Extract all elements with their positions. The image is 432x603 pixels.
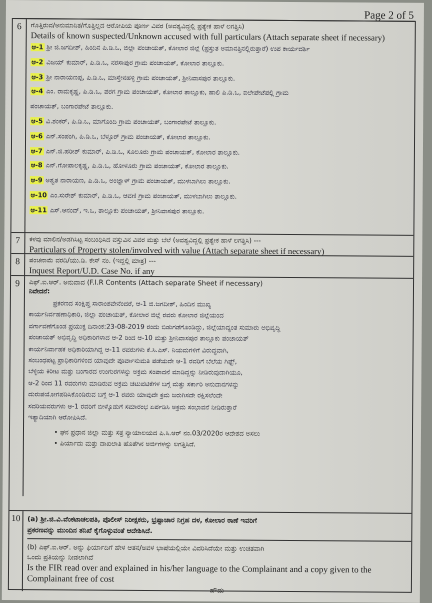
- fir-table: [8, 18, 416, 593]
- section-10-b-text-kn2: ಒಂದು ಪ್ರತಿಯನ್ನು ನೀಡಲಾಗಿದೆ: [27, 553, 94, 562]
- page-number: Page 2 of 5: [364, 9, 414, 22]
- accused-list: [29, 40, 410, 220]
- section-10-a-text2: ಪ್ರಕರಣವನ್ನು ಮುಂದಿನ ತನಿಖೆ ಕೈಗೊಳ್ಳುವಂತೆ ಆದೇಶಿಸಿದೆ.: [27, 526, 153, 536]
- section-10-a: [27, 514, 407, 539]
- section-6-cell: [29, 21, 410, 220]
- fir-bullet-text: ಘನ ಪ್ರಧಾನ ಜಿಲ್ಲಾ ಮತ್ತು ಸತ್ರ ನ್ಯಾಯಾಲಯದ ಪಿ.ಸಿ.ಆರ್ ನಂ.03/2020ರ ಆದೇಶದ ಅಸಲು: [59, 428, 260, 439]
- section-8-title-en: Inquest Report/U.D. Case No. if any: [29, 265, 155, 277]
- accused-id-highlight: ಆ-1: [31, 43, 44, 52]
- accused-id-highlight: ಆ-7: [30, 146, 43, 155]
- accused-detail: ಶ್ರೀ ನಾರಾಯಣಪ್ಪ, ಪಿ.ಡಿ.ಒ, ಮಾಸ್ತೇನಹಳ್ಳಿ ಗ್ರಾಮ ಪಂಚಾಯತ್, ಶ್ರೀನಿವಾಸಪುರ ತಾಲ್ಲೂಕು.: [46, 72, 236, 83]
- section-9-title: ಎಫ್.ಐ.ಆರ್. ಅನುವಾದ (F.I.R Contents (Attach separate Sheet if necessary): [29, 278, 263, 288]
- section-10-b-answer: ಹೌದು: [209, 586, 225, 595]
- accused-detail: ಎಂ.ಸುರೇಶ್ ಕುಮಾರ್, ಪಿ.ಡಿ.ಒ, ಆವಣಿ ಗ್ರಾಮ ಪಂಚಾಯತ್, ಮುಳಬಾಗಿಲು ತಾಲ್ಲೂಕು.: [49, 191, 237, 201]
- section-8-number: 8: [11, 254, 25, 276]
- fir-body-line: ಕಾರ್ಯನಿರ್ವಾಹಕ ಅಧಿಕಾರಿಯಾಗಿದ್ದ ಆ-11 ರವರುಗಳು ಕೆ.ಸಿ.ಎಸ್. ನಿಯಮಗಳಿಗೆ ವಿರುದ್ಧವಾಗಿ,: [28, 344, 229, 355]
- accused-id-highlight: ಆ-10: [30, 191, 47, 200]
- fir-body-line: ಬೆಳ್ಳಿಯ ಕಿರೀಟ ಮತ್ತು ಬಂಗಾರದ ಉಂಗುರಗಳನ್ನು ಅಕ್ರಮ ಸಂಪಾದನೆ ಮಾಡಿದ್ದನ್ನು ನೀಡಿರುವುದಾಗಿಯೂ,: [28, 367, 243, 378]
- accused-detail: ಅಶ್ವತ ನಾರಾಯಣ, ಪಿ.ಡಿ.ಒ, ಅಂಜ್ಞಾಳ್ ಗ್ರಾಮ ಪಂಚಾಯತ್, ಮುಳಬಾಗಿಲು ತಾಲ್ಲೂಕು.: [45, 176, 231, 186]
- bullet-icon: •: [53, 439, 60, 448]
- section-9-row: [10, 275, 414, 499]
- accused-detail: ವಿ.ಶಂಕರ್, ಪಿ.ಡಿ.ಒ, ಮಾಗೊಂದಿ ಗ್ರಾಮ ಪಂಚಾಯತ್, ಬಂಗಾರಪೇಟೆ ತಾಲ್ಲೂಕು.: [45, 117, 217, 127]
- fir-body-line: ಆ-2 ರಿಂದ 11 ರವರುಗಳು ಮಾಡಿರುವ ಅಕ್ರಮ ಚಟುವಟಿಕೆಗಳ ಬಗ್ಗೆ ಮತ್ತು ಸರ್ಕಾರಿ ಅನುದಾನಗಳನ್ನು: [28, 379, 240, 389]
- section-7-number: 7: [11, 233, 25, 254]
- accused-detail: ಎನ್.ಜಿ.ಹರೀಶ್ ಕುಮಾರ್, ಪಿ.ಡಿ.ಒ, ಸೂಲೂರು ಗ್ರಾಮ ಪಂಚಾಯತ್, ಕೋಲಾರ ತಾಲ್ಲೂಕು.: [45, 146, 240, 157]
- section-6-title-kn: ಗೊತ್ತಿರುವ/ಅನುಮಾನಿತ/ಗೊತ್ತಿಲ್ಲದ ಆರೋಪಿಯ ಪೂರ್ಣ ವಿವರ (ಅವಶ್ಯವಿದ್ದಲ್ಲಿ ಪ್ರತ್ಯೇಕ ಹಾಳೆ ಲಗತ್ತಿಸಿ): [30, 21, 245, 31]
- accused-detail: ವಿಜಯ್ ಕುಮಾರ್, ಪಿ.ಡಿ.ಒ, ನರಸಾಪುರ ಗ್ರಾಮ ಪಂಚಾಯತ್, ಕೋಲಾರ ತಾಲ್ಲೂಕು.: [46, 58, 225, 68]
- section-9-subtitle: ನಿವೇದನೆ:: [28, 287, 50, 296]
- bullet-icon: •: [53, 428, 61, 437]
- fir-bullets: [28, 428, 408, 453]
- section-10-a-text: (a) ಶ್ರೀ.ಜಿ.ವಿ.ವೆಂಕಟಾಚಲಪತಿ, ಪೊಲೀಸ್ ನಿರೀಕ್ಷಕರು, ಭ್ರಷ್ಟಾಚಾರ ನಿಗ್ರಹ ದಳ, ಕೋಲಾರ ಠಾಣೆ ಇವರಿಗೆ: [27, 515, 257, 525]
- fir-body-line: ಪ್ರಕರಣದ ಸಂಕ್ಷಿಪ್ತ ಸಾರಾಂಶವೇನೆಂದರೆ, ಆ-1 ಜಿ.ಜಗದೀಶ್, ಹಿಂದಿನ ಮುಖ್ಯ: [52, 299, 212, 309]
- accused-detail: ಪಂಚಾಯತ್, ಬಂಗಾರಪೇಟೆ ತಾಲ್ಲೂಕು.: [30, 102, 114, 111]
- accused-detail: ಶ್ರೀ ಜಿ.ಜಗದೀಶ್, ಹಿಂದಿನ ಪಿ.ಡಿ.ಒ, ಜಿಲ್ಲಾ ಪಂಚಾಯತ್, ಕೋಲಾರ ಜಿಲ್ಲೆ (ಪ್ರಸ್ತುತ ಅಮಾನತ್ತಿನಲ್ಲಿರುತ್ತಾರೆ) ಉಪ ಕಾರ್ಯದರ್ಶಿ: [46, 43, 310, 54]
- section-10-b-text-kn: (b) ಎಫ್.ಐ.ಆರ್. ಅನ್ನು ಫಿರ್ಯಾದಿಗೆ ಹೇಳ ಆತನ/ಅವಳ ಭಾಷೆಯಲ್ಲಿಯೇ ವಿವರಿಸಿದೆಯೇ ಮತ್ತು ಉಚಿತವಾಗಿ: [27, 543, 265, 553]
- fir-bullet-item: [54, 439, 408, 452]
- accused-detail: ಎನ್.ಸಂಪಂಗಿ, ಪಿ.ಡಿ.ಒ, ಬೆಳ್ಳೂರ್ ಗ್ರಾಮ ಪಂಚಾಯತ್, ಕೋಲಾರ ತಾಲ್ಲೂಕು.: [45, 132, 211, 142]
- section-6-number: 6: [11, 19, 26, 233]
- fir-bullet-text: ಪಿರ್ಯಾದು ಮತ್ತು ದಾಖಲಾತಿ ಹೊತೆಗಿನ ಅರ್ಜಿಗಳನ್ನು ಲಗತ್ತಿಸಿದೆ.: [59, 439, 196, 449]
- accused-id-highlight: ಆ-11: [30, 205, 47, 215]
- accused-detail: ಎನ್.ಗೋಪಾಲಕೃಷ್ಣ, ಪಿ.ಡಿ.ಒ, ಹೋಳೂರು ಗ್ರಾಮ ಪಂಚಾಯತ್, ಕೋಲಾರ ತಾಲ್ಲೂಕು.: [45, 161, 229, 171]
- accused-detail: ಎಸ್.ಆನಂದ್, ಇ.ಒ, ತಾಲ್ಲೂಕು ಪಂಚಾಯತ್, ಶ್ರೀನಿವಾಸಪುರ ತಾಲ್ಲೂಕು.: [49, 206, 205, 216]
- fir-body-line: ಪಂಚಾಯತ್ ಅಭಿವೃದ್ಧಿ ಅಧಿಕಾರಿಗಳಾದ ಆ-2 ರಿಂದ ಆ-10 ಮತ್ತು ಶ್ರೀನಿವಾಸಪುರ ತಾಲ್ಲೂಕು ಪಂಚಾಯತ್: [28, 333, 249, 343]
- section-10-b: [27, 538, 411, 595]
- accused-id-highlight: ಆ-5: [31, 117, 43, 126]
- section-6-row: [11, 18, 414, 236]
- section-8-title-kn: ಪಂಚನಾಮೆ ವರದಿ/ಯು.ಡಿ. ಕೇಸ್ ನಂ. (ಇದ್ದಲ್ಲಿ ಮಾತ್ರ) ---: [29, 256, 156, 266]
- section-8-cell: [29, 256, 409, 278]
- fir-body-line: ಇತ್ಯಾದಿಯಾಗಿ ಆರೋಪಿಸಿದೆ.: [28, 413, 88, 422]
- fir-body-line: ಕಾರ್ಯನಿರ್ವಹಣಾಧಿಕಾರಿ, ಜಿಲ್ಲಾ ಪಂಚಾಯತ್, ಕೋಲಾರ ಜಿಲ್ಲೆ ರವರು ಕೋಲಾರ ಜಿಲ್ಲೆಯಂದ: [28, 310, 224, 320]
- accused-id-highlight: ಆ-4: [31, 87, 44, 96]
- accused-detail: ಎಂ. ರಾಮಕೃಷ್ಣ, ಪಿ.ಡಿ.ಒ, ಪರಗ ಗ್ರಾಮ ಪಂಚಾಯತ್, ಕೋಲಾರ ತಾಲ್ಲೂಕು, ಹಾಲಿ ಪಿ.ಡಿ.ಒ, ಐಲೇಪೇಟೆಪಲ್ಲಿ ಗ್ರಾಮ: [46, 87, 289, 98]
- accused-item: [29, 203, 409, 220]
- accused-id-highlight: ಆ-9: [30, 176, 43, 185]
- section-10-b-text-en: Is the FIR read over and explained in his/her language to the Complainant and a copy given to the Complainant free of cost: [26, 562, 372, 584]
- section-10-number: 10: [9, 511, 24, 591]
- section-10-row: [9, 510, 412, 594]
- document-page: [2, 0, 424, 603]
- fir-body-line: ವರ್ಗಾವಣೆಗೊಂಡ ಪ್ರಯುಕ್ತ ದಿನಾಂಕ:23-08-2019 ರಂದು ಬಿಡುಗಡೆಗೊಂಡಿದ್ದು, ಜಿಲ್ಲೆಯಾದ್ಯಂತ ಸುಮಾರು ಅಭಿವೃದ್ಧಿ: [28, 321, 281, 332]
- accused-id-highlight: ಆ-2: [31, 57, 44, 67]
- section-9-number: 9: [10, 276, 26, 496]
- fir-body-line: ಸಂಬಂಧಪಟ್ಟ ಪ್ರಾಧಿಕಾರಿಗಳಿಂದ ಯಾವುದೇ ಪೂರ್ವಾನುಮತಿ ಪಡೆಯದೇ ಆ-1 ರವರಿಗೆ ಬೆಲೆಯ ಗಿಫ್ಟ್,: [28, 356, 237, 366]
- section-7-title-en: Particulars of Property stolen/involved with value (Attach separate sheet if necessary): [29, 244, 325, 257]
- accused-id-highlight: ಆ-8: [30, 161, 43, 170]
- fir-body-line: ದುರುಪಯೋಗಪಡಿಸಿಕೊಂಡಿರುವ ಬಗ್ಗೆ ಆ-1 ರವರು ಯಾವುದೇ ಕ್ರಮ ಜರುಗಿಸದೇ ರಕ್ಷಿಸಲೆಂದೇ: [28, 390, 223, 400]
- fir-body-line: ಸದರಿಯವರುಗಳು ಆ-1 ರವರಿಗೆ ಬೀಳ್ಕೊಡುಗೆ ಸಮಾರಂಭ ಏರ್ಪಡಿಸಿ ಅಕ್ರಮ ಸಂಭಾವನೆ ನೀಡಿರುತ್ತಾರೆ: [28, 401, 237, 412]
- section-7-title-kn: ಕಳವು ಮಾಲಿನ/ಅಡಗಿಸಿಟ್ಟ ಸಂಬಂಧಿಸಿದ ವಸ್ತುವಿನ ವಿವರ ಮತ್ತು ಬೆಲೆ (ಅವಶ್ಯವಿದ್ದಲ್ಲಿ ಪ್ರತ್ಯೇಕ ಹಾಳೆ ಲಗತ್ತಿಸಿ) ---: [29, 235, 261, 245]
- section-6-title-en: Details of known suspected/Unknown accused with full particulars (Attach separate sheet if necessary): [30, 30, 385, 43]
- section-9-cell: [28, 278, 409, 452]
- fir-body: [28, 298, 409, 426]
- accused-id-highlight: ಆ-3: [31, 72, 44, 81]
- accused-id-highlight: ಆ-6: [31, 131, 43, 141]
